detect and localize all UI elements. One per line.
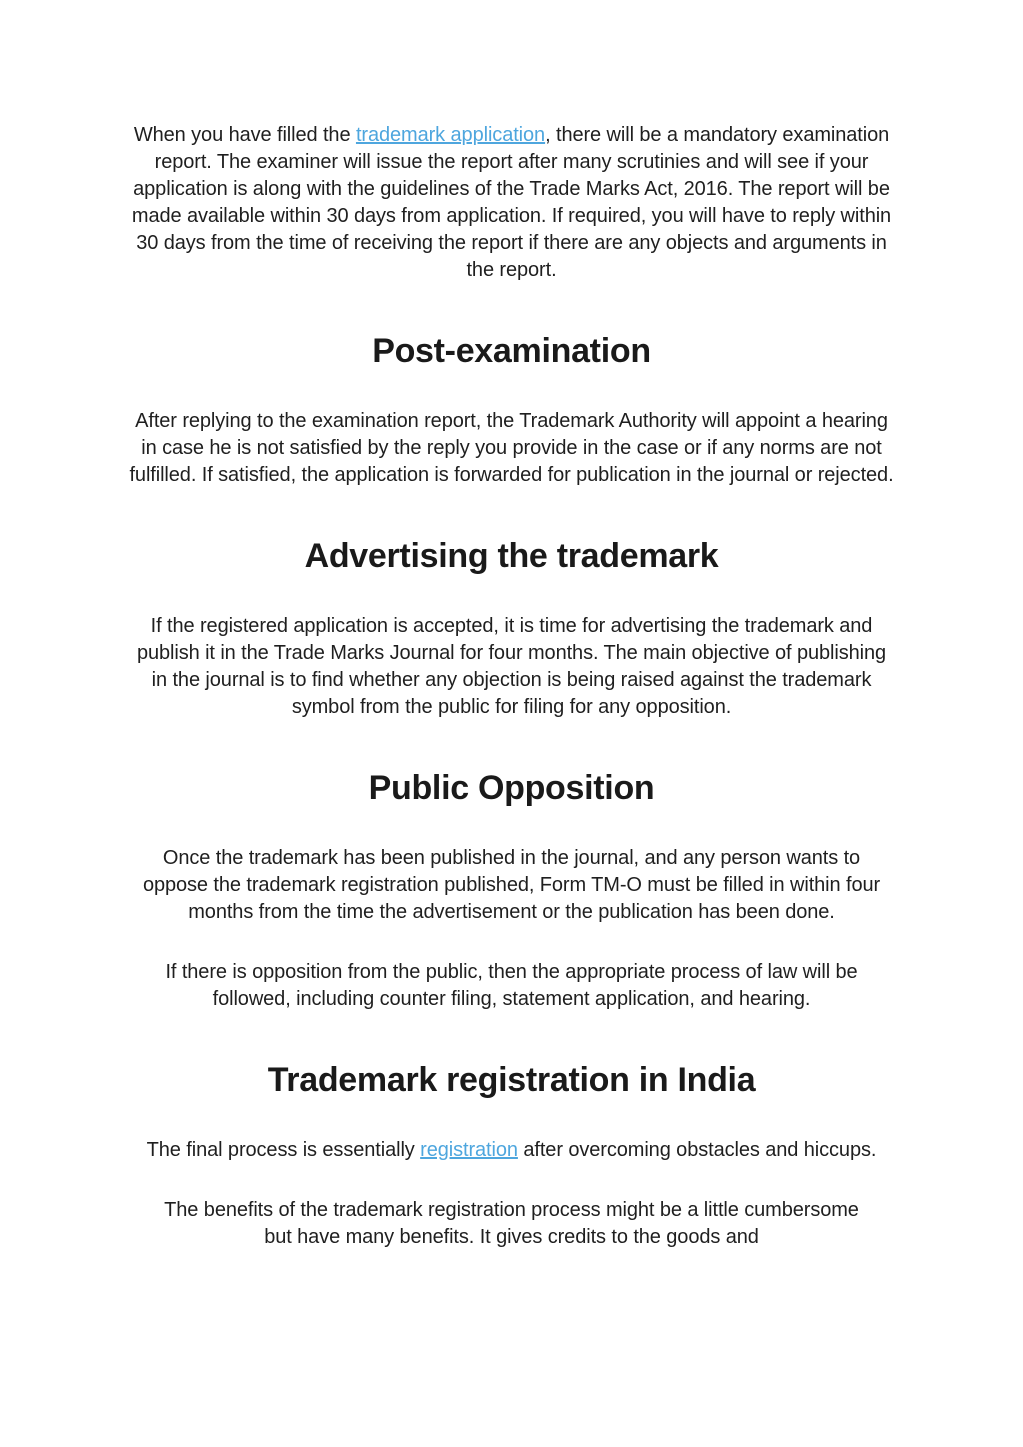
advertising-paragraph: If the registered application is accepted, it is time for advertising the trademark and publish it in the Trade Marks Journal for four months. The main objective of publishing in the journal is to find whether any objection is being raised against the trademark symbol from the public for filing for any opposition. xyxy=(136,615,887,718)
post-examination-heading: Post-examination xyxy=(372,332,651,370)
intro-paragraph xyxy=(118,122,905,284)
public-opposition-paragraph-1: Once the trademark has been published in the journal, and any person wants to oppose the trademark registration published, Form TM-O must be filled in within four months from the time the advertisement or the publication has been done. xyxy=(142,847,881,923)
registration-link[interactable]: registration xyxy=(420,1139,518,1161)
intro-text-before-link: When you have filled the xyxy=(133,124,356,146)
post-examination-paragraph: After replying to the examination report, the Trademark Authority will appoint a hearing in case he is not satisfied by the reply you provide in the case or if any norms are not fulfilled. If satisfied, the application is forwarded for publication in the journal or rejected. xyxy=(129,410,894,486)
registration-paragraph-1 xyxy=(118,1137,905,1164)
public-opposition-heading: Public Opposition xyxy=(368,769,655,807)
registration-heading: Trademark registration in India xyxy=(267,1061,756,1099)
intro-text-after-link: , there will be a mandatory examination report. The examiner will issue the report after many scrutinies and will see if your application is along with the guidelines of the Trade Marks Act, 2016. The report will be made available within 30 days from application. If required, you will have to reply within 30 days from the time of receiving the report if there are any objects and arguments in the report. xyxy=(131,124,892,281)
registration-text-after-link: after overcoming obstacles and hiccups. xyxy=(517,1139,877,1161)
trademark-application-link[interactable]: trademark application xyxy=(355,124,546,146)
advertising-heading: Advertising the trademark xyxy=(304,537,719,575)
registration-paragraph-2: The benefits of the trademark registration process might be a little cumbersome but have many benefits. It gives credits to the goods and xyxy=(164,1199,859,1248)
public-opposition-paragraph-2: If there is opposition from the public, then the appropriate process of law will be followed, including counter filing, statement application, and hearing. xyxy=(165,961,858,1010)
registration-text-before-link: The final process is essentially xyxy=(146,1139,421,1161)
document-page xyxy=(118,122,905,1251)
